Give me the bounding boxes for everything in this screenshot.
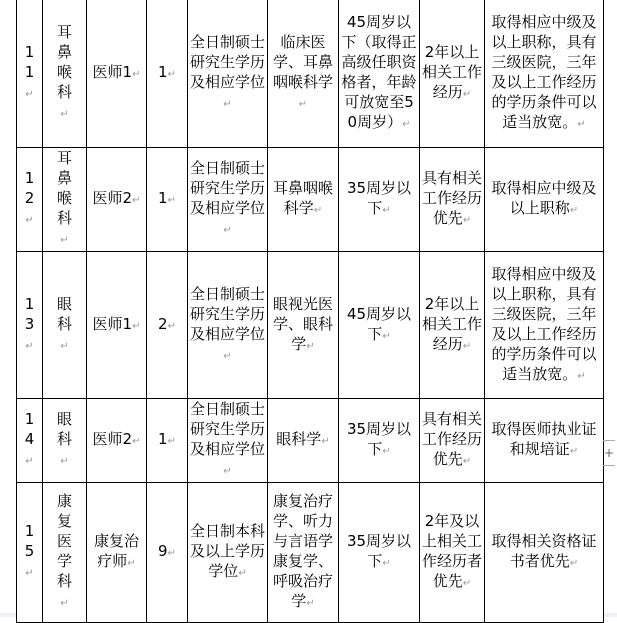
other-text: 取得相应中级及以上职称，具有三级医院，三年及以上工作经历的学历条件可以适当放宽。 ↵ xyxy=(491,13,596,131)
cell-age[interactable] xyxy=(339,0,420,148)
cell-experience[interactable] xyxy=(420,0,485,148)
cell-dept[interactable] xyxy=(43,0,87,148)
table-add-row-handle[interactable]: + xyxy=(603,440,615,466)
experience-text: 具有相关工作经历优先 ↵ xyxy=(422,410,482,468)
table-row xyxy=(17,0,604,148)
cell-count[interactable] xyxy=(147,399,188,483)
cell-count[interactable] xyxy=(147,148,188,252)
dept-text: 眼科 ↵ xyxy=(57,410,72,468)
experience-text: 2年及以上相关工作经历者优先 ↵ xyxy=(422,512,482,590)
cell-no[interactable] xyxy=(17,483,43,623)
post-text: 医师1 ↵ xyxy=(93,315,141,333)
table-row xyxy=(17,483,604,623)
dept-text: 康复医学科 ↵ xyxy=(57,492,72,610)
other-text: 取得相关资格证书者优先 ↵ xyxy=(491,532,596,570)
cell-other[interactable] xyxy=(485,483,604,623)
cell-post[interactable] xyxy=(87,0,147,148)
education-text: 全日制硕士研究生学历及相应学位 ↵ xyxy=(190,285,265,363)
cell-count[interactable] xyxy=(147,483,188,623)
count-text: 1 ↵ xyxy=(158,63,176,81)
education-text: 全日制本科及以上学历学位 ↵ xyxy=(190,522,265,580)
age-text: 35周岁以下 ↵ xyxy=(347,179,411,217)
education-text: 全日制硕士研究生学历及相应学位 ↵ xyxy=(190,33,265,111)
cell-experience[interactable] xyxy=(420,148,485,252)
count-text: 9 ↵ xyxy=(158,542,176,560)
cell-age[interactable] xyxy=(339,148,420,252)
count-text: 1 ↵ xyxy=(158,430,176,448)
age-text: 45周岁以下 ↵ xyxy=(347,305,411,343)
cell-other[interactable] xyxy=(485,399,604,483)
cell-post[interactable] xyxy=(87,252,147,399)
dept-text: 眼科 ↵ xyxy=(57,295,72,353)
other-text: 取得相应中级及以上职称 ↵ xyxy=(491,179,596,217)
cell-major[interactable] xyxy=(268,148,339,252)
no-text: 14 ↵ xyxy=(25,410,35,468)
other-text: 取得医师执业证和规培证 ↵ xyxy=(491,420,596,458)
major-text: 临床医学、耳鼻咽喉科学 ↵ xyxy=(273,33,333,111)
cell-dept[interactable] xyxy=(43,148,87,252)
cell-dept[interactable] xyxy=(43,483,87,623)
cell-post[interactable] xyxy=(87,399,147,483)
cell-other[interactable] xyxy=(485,148,604,252)
age-text: 35周岁以下 ↵ xyxy=(347,420,411,458)
major-text: 康复治疗学、听力与言语学康复学、呼吸治疗学 ↵ xyxy=(273,492,333,610)
education-text: 全日制硕士研究生学历及相应学位 ↵ xyxy=(190,159,265,237)
post-text: 医师2 ↵ xyxy=(93,430,141,448)
recruitment-table xyxy=(16,0,604,623)
cell-experience[interactable] xyxy=(420,399,485,483)
cell-age[interactable] xyxy=(339,399,420,483)
table-row xyxy=(17,252,604,399)
experience-text: 2年以上相关工作经历 ↵ xyxy=(422,295,482,353)
experience-text: 具有相关工作经历优先 ↵ xyxy=(422,169,482,227)
cell-age[interactable] xyxy=(339,252,420,399)
no-text: 12 ↵ xyxy=(25,169,35,227)
dept-text: 耳鼻喉科 ↵ xyxy=(57,23,72,121)
post-text: 康复治疗师 ↵ xyxy=(94,532,139,570)
table-row xyxy=(17,399,604,483)
cell-education[interactable] xyxy=(188,399,268,483)
cell-age[interactable] xyxy=(339,483,420,623)
cell-no[interactable] xyxy=(17,148,43,252)
major-text: 耳鼻咽喉科学 ↵ xyxy=(273,179,333,217)
count-text: 1 ↵ xyxy=(158,189,176,207)
cell-education[interactable] xyxy=(188,148,268,252)
cell-post[interactable] xyxy=(87,483,147,623)
cell-no[interactable] xyxy=(17,399,43,483)
cell-dept[interactable] xyxy=(43,399,87,483)
cell-count[interactable] xyxy=(147,252,188,399)
cell-experience[interactable] xyxy=(420,483,485,623)
cell-count[interactable] xyxy=(147,0,188,148)
no-text: 13 ↵ xyxy=(25,295,35,353)
cell-other[interactable] xyxy=(485,0,604,148)
cell-education[interactable] xyxy=(188,252,268,399)
cell-education[interactable] xyxy=(188,0,268,148)
cell-no[interactable] xyxy=(17,0,43,148)
count-text: 2 ↵ xyxy=(158,315,176,333)
no-text: 15 ↵ xyxy=(25,522,35,580)
major-text: 眼科学 ↵ xyxy=(276,430,329,448)
cell-education[interactable] xyxy=(188,483,268,623)
age-text: 35周岁以下 ↵ xyxy=(347,532,411,570)
education-text: 全日制硕士研究生学历及相应学位 ↵ xyxy=(190,400,265,478)
cell-major[interactable] xyxy=(268,0,339,148)
cell-dept[interactable] xyxy=(43,252,87,399)
cell-major[interactable] xyxy=(268,483,339,623)
other-text: 取得相应中级及以上职称，具有三级医院，三年及以上工作经历的学历条件可以适当放宽。 ↵ xyxy=(491,265,596,383)
cell-no[interactable] xyxy=(17,252,43,399)
cell-experience[interactable] xyxy=(420,252,485,399)
post-text: 医师2 ↵ xyxy=(93,189,141,207)
experience-text: 2年以上相关工作经历 ↵ xyxy=(422,43,482,101)
post-text: 医师1 ↵ xyxy=(93,63,141,81)
cell-major[interactable] xyxy=(268,399,339,483)
table-row xyxy=(17,148,604,252)
cell-other[interactable] xyxy=(485,252,604,399)
dept-text: 耳鼻喉科 ↵ xyxy=(57,149,72,247)
major-text: 眼视光医学、眼科学 ↵ xyxy=(273,295,333,353)
cell-post[interactable] xyxy=(87,148,147,252)
cell-major[interactable] xyxy=(268,252,339,399)
age-text: 45周岁以下（取得正高级任职资格者，年龄可放宽至50周岁） ↵ xyxy=(341,13,416,131)
no-text: 11 ↵ xyxy=(25,43,35,101)
